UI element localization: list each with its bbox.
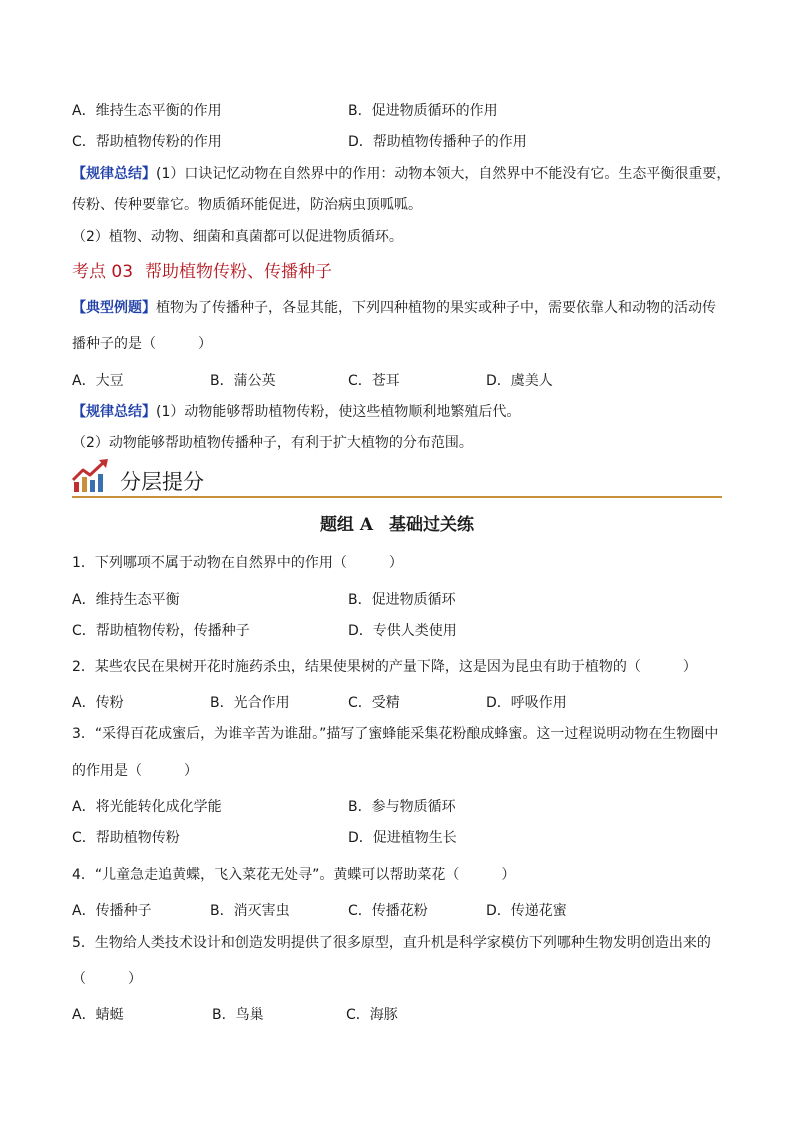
summary2-text1: (1）动物能够帮助植物传粉，使这些植物顺利地繁殖后代。 [156, 404, 521, 420]
example-option-a: A．大豆 [72, 373, 124, 389]
summary2-tag: 【规律总结】 [72, 404, 156, 420]
prev-option-a: A．维持生态平衡的作用 [72, 103, 222, 119]
q4-option-b: B．消灭害虫 [210, 903, 290, 919]
q5-stem-line1: 5．生物给人类技术设计和创造发明提供了很多原型，直升机是科学家模仿下列哪种生物发明创造出来的 [72, 935, 711, 951]
q3-option-d: D．促进植物生长 [348, 830, 457, 846]
summary1-line1 [72, 164, 730, 184]
kaodian-label: 考点 03 [72, 262, 134, 282]
q3-option-a: A．将光能转化成化学能 [72, 799, 222, 815]
q3-stem-line1: 3．“采得百花成蜜后，为谁辛苦为谁甜。”描写了蜜蜂能采集花粉酿成蜂蜜。这一过程说明动物在生物圈中 [72, 726, 719, 742]
summary1-text1: (1）口诀记忆动物在自然界中的作用：动物本领大，自然界中不能没有它。生态平衡很重要， [156, 166, 731, 182]
example-line1 [72, 298, 716, 318]
section-title: 分层提分 [120, 470, 204, 494]
example-text1: 植物为了传播种子，各显其能，下列四种植物的果实或种子中，需要依靠人和动物的活动传 [156, 300, 716, 316]
example-option-d: D．虞美人 [486, 373, 553, 389]
q1-option-d: D．专供人类使用 [348, 623, 457, 639]
summary1-tag: 【规律总结】 [72, 166, 156, 182]
prev-option-d: D．帮助植物传播种子的作用 [348, 134, 527, 150]
q4-option-c: C．传播花粉 [348, 903, 428, 919]
section-rule [72, 496, 722, 498]
summary2-line2: （2）动物能够帮助植物传播种子，有利于扩大植物的分布范围。 [72, 435, 473, 451]
group-title-text: 基础过关练 [389, 515, 475, 535]
q3-option-c: C．帮助植物传粉 [72, 830, 180, 846]
q1-option-b: B．促进物质循环 [348, 592, 456, 608]
kaodian-heading [72, 260, 332, 284]
kaodian-title: 帮助植物传粉、传播种子 [145, 262, 333, 282]
example-option-c: C．苍耳 [348, 373, 400, 389]
q2-option-c: C．受精 [348, 695, 400, 711]
q4-stem: 4．“儿童急走追黄蝶，飞入菜花无处寻”。黄蝶可以帮助菜花（ ） [72, 867, 516, 883]
q2-option-a: A．传粉 [72, 695, 124, 711]
group-title [0, 510, 794, 535]
prev-option-c: C．帮助植物传粉的作用 [72, 134, 222, 150]
summary1-line3: （2）植物、动物、细菌和真菌都可以促进物质循环。 [72, 229, 403, 245]
example-tag: 【典型例题】 [72, 300, 156, 316]
prev-option-b: B．促进物质循环的作用 [348, 103, 498, 119]
q2-option-b: B．光合作用 [210, 695, 290, 711]
q2-option-d: D．呼吸作用 [486, 695, 567, 711]
q3-stem-line2: 的作用是（ ） [72, 763, 198, 779]
example-line2: 播种子的是（ ） [72, 336, 212, 352]
section-header [72, 458, 722, 498]
q5-option-c: C．海豚 [346, 1007, 398, 1023]
q1-stem: 1．下列哪项不属于动物在自然界中的作用（ ） [72, 555, 403, 571]
chart-arrow-icon [72, 458, 112, 494]
q1-option-c: C．帮助植物传粉，传播种子 [72, 623, 250, 639]
q5-option-b: B．鸟巢 [212, 1007, 264, 1023]
q1-option-a: A．维持生态平衡 [72, 592, 180, 608]
q3-option-b: B．参与物质循环 [348, 799, 456, 815]
summary2-line1 [72, 402, 520, 422]
q4-option-d: D．传递花蜜 [486, 903, 567, 919]
q5-option-a: A．蜻蜓 [72, 1007, 124, 1023]
example-option-b: B．蒲公英 [210, 373, 276, 389]
group-label: 题组 A [319, 515, 374, 535]
summary1-line2: 传粉、传种要靠它。物质循环能促进，防治病虫顶呱呱。 [72, 197, 422, 213]
q2-stem: 2．某些农民在果树开花时施药杀虫，结果使果树的产量下降，这是因为昆虫有助于植物的（ ） [72, 659, 697, 675]
q5-stem-line2: （ ） [72, 971, 142, 987]
q4-option-a: A．传播种子 [72, 903, 152, 919]
